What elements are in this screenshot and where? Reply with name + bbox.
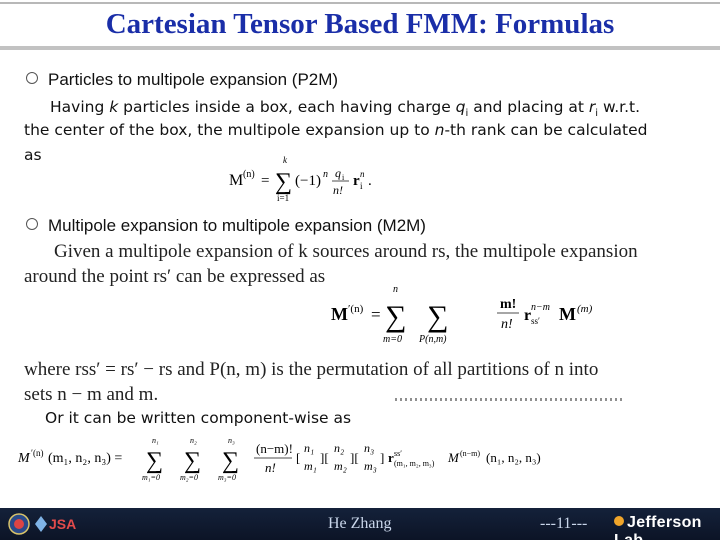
svg-text:m₂=0: m₂=0: [180, 473, 198, 482]
title-bar: [0, 0, 720, 50]
svg-text:k: k: [283, 155, 287, 165]
svg-text:n₁: n₁: [152, 436, 159, 445]
svg-text:′(n): ′(n): [31, 448, 44, 458]
svg-text:i: i: [360, 181, 363, 191]
svg-text:n!: n!: [265, 460, 276, 475]
svg-text:m₂: m₂: [334, 459, 347, 473]
svg-text:′(n): ′(n): [348, 303, 364, 315]
svg-text:.: .: [368, 173, 372, 189]
jsa-logo-text: JSA: [49, 516, 77, 532]
svg-text:∑: ∑: [222, 448, 240, 474]
svg-text:n: n: [360, 169, 365, 179]
footer-author: He Zhang: [328, 515, 392, 532]
bullet-ring-icon: [26, 72, 38, 84]
svg-text:[: [: [296, 450, 301, 465]
title-rule-bottom: [0, 46, 720, 50]
m2m-where-line-2: sets n − m and m.: [24, 384, 159, 405]
svg-text:i=1: i=1: [277, 193, 290, 203]
footer-bar: [0, 508, 720, 549]
svg-text:ss′: ss′: [394, 449, 402, 458]
svg-text:(n−m): (n−m): [460, 449, 481, 458]
svg-text:][: ][: [350, 450, 359, 465]
jefferson-lab-logo: Jefferson Lab: [614, 514, 702, 549]
svg-text:n₃: n₃: [364, 441, 375, 455]
svg-text:n: n: [323, 169, 328, 180]
svg-text:n!: n!: [501, 317, 513, 332]
bullet-ring-icon: [26, 218, 38, 230]
svg-text:(m₁, n₂, n₃) =: (m₁, n₂, n₃) =: [48, 451, 123, 466]
m2m-heading: Multipole expansion to multipole expansion (M2M): [48, 216, 426, 235]
svg-text:n₁: n₁: [304, 441, 315, 455]
svg-text:n!: n!: [333, 183, 343, 197]
svg-text:m!: m!: [500, 297, 517, 312]
svg-text:=: =: [261, 173, 270, 189]
title-rule-top: [0, 2, 720, 4]
svg-text:q: q: [335, 166, 341, 180]
svg-text:m₁=0: m₁=0: [142, 473, 160, 482]
bullet-m2m: [26, 216, 426, 236]
component-line: Or it can be written component-wise as: [45, 409, 352, 427]
doe-seal-icon: [8, 513, 30, 535]
svg-text:][: ][: [320, 450, 329, 465]
m2m-line-2: around the point rs′ can be expressed as: [24, 266, 326, 287]
svg-text:r: r: [524, 307, 532, 324]
scan-artifact: [395, 398, 625, 401]
svg-text:∑: ∑: [427, 300, 449, 333]
svg-text:(m): (m): [577, 303, 593, 315]
m2m-formula: [325, 282, 625, 350]
svg-text:M: M: [18, 451, 30, 466]
svg-text:P(n,m): P(n,m): [419, 334, 447, 345]
svg-text:M: M: [448, 450, 459, 465]
svg-text:m=0: m=0: [383, 334, 402, 345]
p2m-line-3: as: [24, 146, 42, 164]
svg-text:=: =: [371, 305, 381, 324]
svg-text:∑: ∑: [275, 169, 293, 195]
svg-text:(m₁, m₂, m₃): (m₁, m₂, m₃): [394, 459, 435, 468]
p2m-line-2: the center of the box, the multipole expansion up to n-th rank can be calculated: [24, 121, 648, 139]
svg-text:m₁: m₁: [304, 459, 317, 473]
svg-text:∑: ∑: [385, 300, 407, 333]
slide-title: Cartesian Tensor Based FMM: Formulas: [105, 8, 615, 40]
footer-page-number: ---11---: [540, 515, 588, 532]
svg-text:M: M: [331, 304, 348, 324]
svg-text:r: r: [388, 450, 394, 465]
svg-text:i: i: [342, 173, 345, 182]
svg-text:ss′: ss′: [531, 316, 540, 326]
svg-text:(n₁, n₂, n₃): (n₁, n₂, n₃): [486, 450, 541, 465]
svg-text:]: ]: [380, 450, 385, 465]
svg-text:M: M: [559, 304, 576, 324]
p2m-formula: [225, 150, 405, 205]
svg-text:(n): (n): [243, 169, 255, 180]
svg-text:n₂: n₂: [334, 441, 345, 455]
p2m-line-1: Having k particles inside a box, each having charge $q_i$ and placing at $r_i$ w.r.t.: [50, 98, 641, 120]
m2m-line-1: Given a multipole expansion of k sources around rs, the multipole expansion: [54, 241, 638, 262]
jlab-mark-icon: [614, 516, 624, 526]
svg-text:∑: ∑: [146, 448, 164, 474]
svg-text:n₂: n₂: [190, 436, 197, 445]
svg-text:M: M: [229, 172, 244, 189]
svg-text:m₃=0: m₃=0: [218, 473, 236, 482]
bullet-p2m: [26, 70, 338, 90]
svg-text:(n−m)!: (n−m)!: [256, 441, 293, 456]
svg-text:r: r: [353, 173, 360, 189]
component-formula: [16, 432, 706, 488]
p2m-heading: Particles to multipole expansion (P2M): [48, 70, 339, 89]
svg-text:m₃: m₃: [364, 459, 377, 473]
svg-text:∑: ∑: [184, 448, 202, 474]
svg-text:n: n: [393, 284, 398, 295]
jsa-mark-icon: [34, 515, 48, 533]
svg-text:n₃: n₃: [228, 436, 235, 445]
m2m-where-line-1: where rss′ = rs′ − rs and P(n, m) is the permutation of all partitions of n into: [24, 359, 599, 380]
svg-text:n−m: n−m: [531, 302, 550, 313]
svg-text:(−1): (−1): [295, 173, 321, 189]
